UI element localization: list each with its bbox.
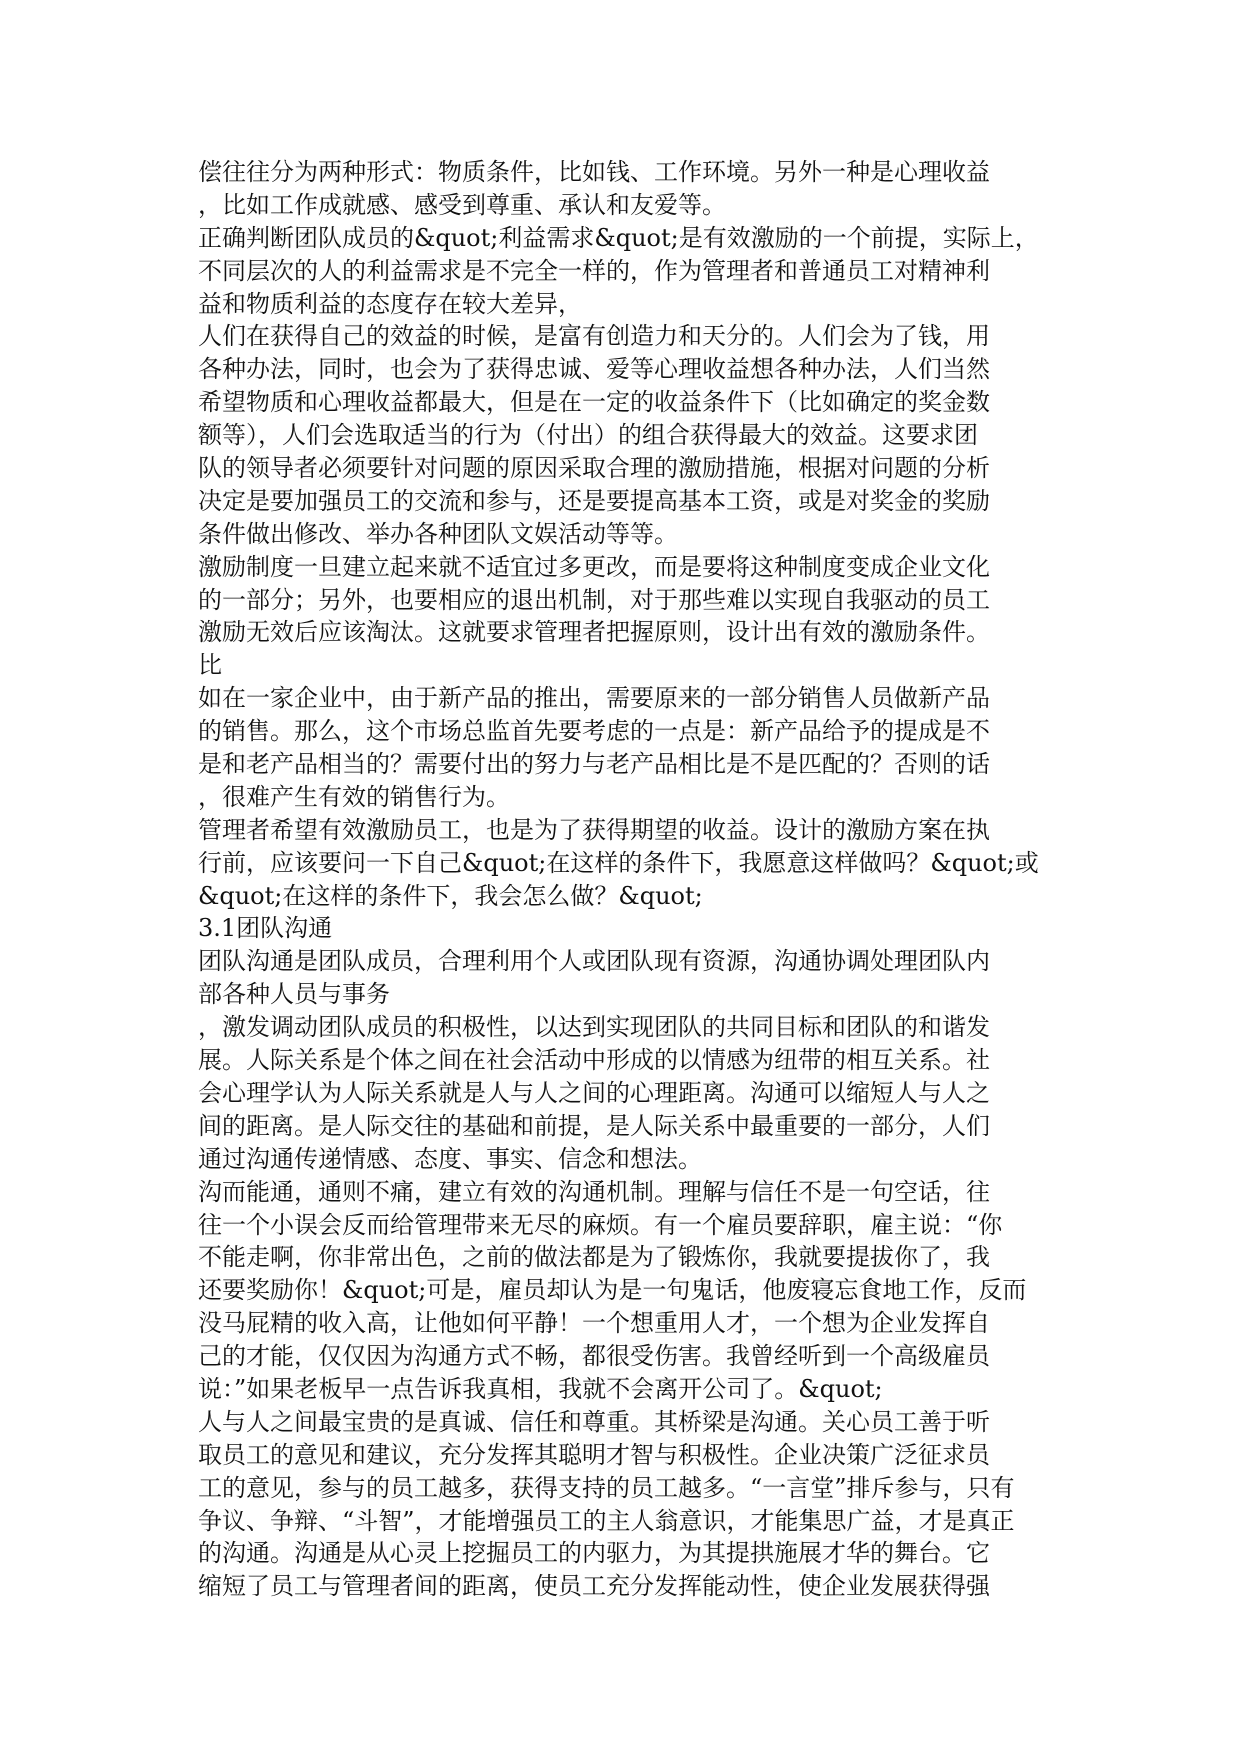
text-line: 争议、争辩、“斗智”，才能增强员工的主人翁意识，才能集思广益，才是真正: [198, 1506, 1015, 1535]
text-line: 通过沟通传递情感、态度、事实、信念和想法。: [198, 1144, 702, 1173]
text-line: 间的距离。是人际交往的基础和前提，是人际关系中最重要的一部分，人们: [198, 1111, 990, 1140]
text-line: 条件做出修改、举办各种团队文娱活动等等。: [198, 519, 678, 548]
text-line: ，激发调动团队成员的积极性，以达到实现团队的共同目标和团队的和谐发: [198, 1013, 990, 1042]
text-line: 说：”如果老板早一点告诉我真相，我就不会离开公司了。&quot;: [198, 1374, 883, 1403]
text-line: 的销售。那么，这个市场总监首先要考虑的一点是：新产品给予的提成是不: [198, 717, 990, 746]
text-line: ，很难产生有效的销售行为。: [198, 782, 510, 811]
text-line: 取员工的意见和建议，充分发挥其聪明才智与积极性。企业决策广泛征求员: [198, 1440, 990, 1469]
text-line: ，比如工作成就感、感受到尊重、承认和友爱等。: [198, 190, 726, 219]
text-line: 不同层次的人的利益需求是不完全一样的，作为管理者和普通员工对精神利: [198, 256, 990, 285]
text-line: 人们在获得自己的效益的时候，是富有创造力和天分的。人们会为了钱，用: [198, 322, 990, 351]
text-line: 团队沟通是团队成员，合理利用个人或团队现有资源，沟通协调处理团队内: [198, 947, 990, 976]
text-line: 比: [198, 651, 222, 680]
body-text: [198, 156, 1048, 1603]
text-line: 工的意见，参与的员工越多，获得支持的员工越多。“一言堂”排斥参与，只有: [198, 1473, 1015, 1502]
text-line: &quot;在这样的条件下，我会怎么做？&quot;: [198, 881, 703, 910]
text-line: 3.1团队沟通: [198, 914, 333, 943]
text-line: 各种办法，同时，也会为了获得忠诚、爱等心理收益想各种办法，人们当然: [198, 355, 990, 384]
text-line: 激励制度一旦建立起来就不适宜过多更改，而是要将这种制度变成企业文化: [198, 552, 990, 581]
text-line: 缩短了员工与管理者间的距离，使员工充分发挥能动性，使企业发展获得强: [198, 1572, 990, 1601]
text-line: 激励无效后应该淘汰。这就要求管理者把握原则，设计出有效的激励条件。: [198, 618, 990, 647]
text-line: 的一部分；另外，也要相应的退出机制，对于那些难以实现自我驱动的员工: [198, 585, 990, 614]
text-line: 队的领导者必须要针对问题的原因采取合理的激励措施，根据对问题的分析: [198, 454, 990, 483]
text-line: 己的才能，仅仅因为沟通方式不畅，都很受伤害。我曾经听到一个高级雇员: [198, 1342, 990, 1371]
text-line: 益和物质利益的态度存在较大差异，: [198, 289, 582, 318]
text-line: 没马屁精的收入高，让他如何平静！一个想重用人才，一个想为企业发挥自: [198, 1309, 990, 1338]
text-line: 不能走啊，你非常出色，之前的做法都是为了锻炼你，我就要提拔你了，我: [198, 1243, 990, 1272]
text-line: 管理者希望有效激励员工，也是为了获得期望的收益。设计的激励方案在执: [198, 815, 990, 844]
text-line: 还要奖励你！&quot;可是，雇员却认为是一句鬼话，他废寝忘食地工作，反而: [198, 1276, 1027, 1305]
text-line: 正确判断团队成员的&quot;利益需求&quot;是有效激励的一个前提，实际上，: [198, 223, 1039, 252]
text-line: 决定是要加强员工的交流和参与，还是要提高基本工资，或是对奖金的奖励: [198, 486, 990, 515]
text-line: 偿往往分为两种形式：物质条件，比如钱、工作环境。另外一种是心理收益: [198, 158, 990, 186]
text-line: 人与人之间最宝贵的是真诚、信任和尊重。其桥梁是沟通。关心员工善于听: [198, 1407, 990, 1436]
text-line: 部各种人员与事务: [198, 980, 390, 1009]
text-line: 额等），人们会选取适当的行为（付出）的组合获得最大的效益。这要求团: [198, 421, 978, 450]
text-line: 是和老产品相当的？需要付出的努力与老产品相比是不是匹配的？否则的话: [198, 750, 990, 779]
text-line: 的沟通。沟通是从心灵上挖掘员工的内驱力，为其提拱施展才华的舞台。它: [198, 1539, 990, 1568]
text-line: 往一个小误会反而给管理带来无尽的麻烦。有一个雇员要辞职，雇主说：“你: [198, 1210, 1003, 1239]
text-line: 会心理学认为人际关系就是人与人之间的心理距离。沟通可以缩短人与人之: [198, 1078, 990, 1107]
text-line: 沟而能通，通则不痛，建立有效的沟通机制。理解与信任不是一句空话，往: [198, 1177, 990, 1206]
text-line: 如在一家企业中，由于新产品的推出，需要原来的一部分销售人员做新产品: [198, 684, 990, 713]
text-line: 希望物质和心理收益都最大，但是在一定的收益条件下（比如确定的奖金数: [198, 388, 990, 417]
text-line: 展。人际关系是个体之间在社会活动中形成的以情感为纽带的相互关系。社: [198, 1046, 990, 1075]
text-line: 行前，应该要问一下自己&quot;在这样的条件下，我愿意这样做吗？&quot;或: [198, 848, 1039, 877]
